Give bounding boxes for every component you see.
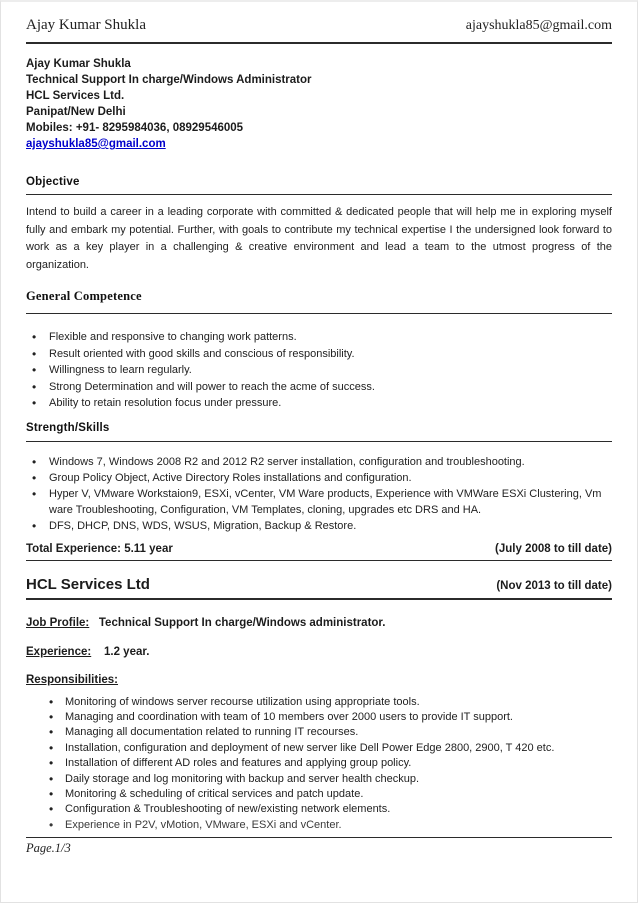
responsibilities-heading: Responsibilities: (26, 673, 119, 686)
contact-block (26, 56, 612, 152)
job-profile-label: Job Profile: (26, 616, 90, 629)
list-item: • Monitoring of windows server recourse utilization using appropriate tools. (49, 695, 612, 710)
list-item: • Managing all documentation related to running IT recourses. (49, 725, 612, 740)
list-item: • Result oriented with good skills and conscious of responsibility. (30, 346, 612, 363)
section-general-competence (26, 289, 612, 412)
contact-mobiles: Mobiles: +91- 8295984036, 08929546005 (26, 122, 244, 134)
section-divider (26, 441, 612, 442)
header-name: Ajay Kumar Shukla (26, 17, 146, 33)
list-item: • Strong Determination and will power to reach the acme of success. (30, 379, 612, 396)
page-number: Page.1/3 (26, 841, 71, 856)
section-divider (26, 313, 612, 314)
section-divider (26, 194, 612, 195)
list-item: • Hyper V, VMware Workstaion9, ESXi, vCenter, VM Ware products, Experience with VMWare ESXi Clustering, Vm ware Troubleshooting, Configuration, VM Templates, cloning, upgrades etc DRS and HA. (30, 486, 612, 518)
section-strength-skills (26, 422, 612, 534)
list-item: • Configuration & Troubleshooting of new/existing network elements. (49, 802, 612, 817)
job-profile-value: Technical Support In charge/Windows administrator. (98, 616, 386, 629)
list-item: • Experience in P2V, vMotion, VMware, ESXi and vCenter. (49, 818, 612, 833)
total-experience-row (26, 543, 612, 555)
footer-divider (26, 837, 612, 838)
employer-period: (Nov 2013 to till date) (496, 579, 612, 592)
list-item: • Managing and coordination with team of 10 members over 2000 users to provide IT support. (49, 710, 612, 725)
list-item: • Group Policy Object, Active Directory Roles installations and configuration. (30, 470, 612, 486)
employer-name: HCL Services Ltd (26, 575, 150, 593)
contact-title: Technical Support In charge/Windows Administrator (26, 74, 312, 86)
list-item: • Installation of different AD roles and features and applying group policy. (49, 756, 612, 771)
list-item: • Daily storage and log monitoring with backup and server health checkup. (49, 772, 612, 787)
experience-value: 1.2 year. (104, 645, 150, 658)
objective-paragraph: Intend to build a career in a leading corporate with committed & dedicated people that will help me in exploring myself fully and embark my potential. Further, with goals to contribute my technical expertise I the undersigned look forward to work as a key player in a challenging & creative environment and lead a team to the utmost progress of the organization. (26, 206, 612, 271)
section-divider (26, 598, 612, 600)
list-item: • Flexible and responsive to changing work patterns. (30, 329, 612, 346)
list-item: • Ability to retain resolution focus under pressure. (30, 395, 612, 412)
list-item: • Windows 7, Windows 2008 R2 and 2012 R2 server installation, configuration and troubleshooting. (30, 454, 612, 470)
skills-heading: Strength/Skills (26, 421, 110, 434)
total-experience-label: Total Experience: 5.11 year (26, 542, 173, 555)
responsibilities-list (26, 695, 612, 834)
section-divider (26, 560, 612, 561)
contact-location: Panipat/New Delhi (26, 106, 126, 118)
section-objective (26, 176, 612, 274)
competence-list (26, 329, 612, 412)
experience-line (26, 646, 612, 658)
header-divider (26, 42, 612, 44)
contact-email-link[interactable]: ajayshukla85@gmail.com (26, 138, 166, 150)
competence-heading: General Competence (26, 289, 142, 303)
objective-heading: Objective (26, 176, 80, 188)
employer-row (26, 576, 612, 593)
list-item: • DFS, DHCP, DNS, WDS, WSUS, Migration, Backup & Restore. (30, 518, 612, 534)
header-email: ajayshukla85@gmail.com (465, 18, 612, 33)
contact-company: HCL Services Ltd. (26, 90, 125, 102)
skills-list (26, 454, 612, 534)
contact-name: Ajay Kumar Shukla (26, 58, 131, 70)
total-experience-period: (July 2008 to till date) (495, 542, 612, 555)
experience-label: Experience: (26, 645, 92, 658)
document-header (26, 2, 612, 34)
job-profile-line (26, 617, 612, 629)
list-item: • Monitoring & scheduling of critical services and patch update. (49, 787, 612, 802)
list-item: • Installation, configuration and deployment of new server like Dell Power Edge 2800, 2900, T 420 etc. (49, 741, 612, 756)
list-item: • Willingness to learn regularly. (30, 362, 612, 379)
